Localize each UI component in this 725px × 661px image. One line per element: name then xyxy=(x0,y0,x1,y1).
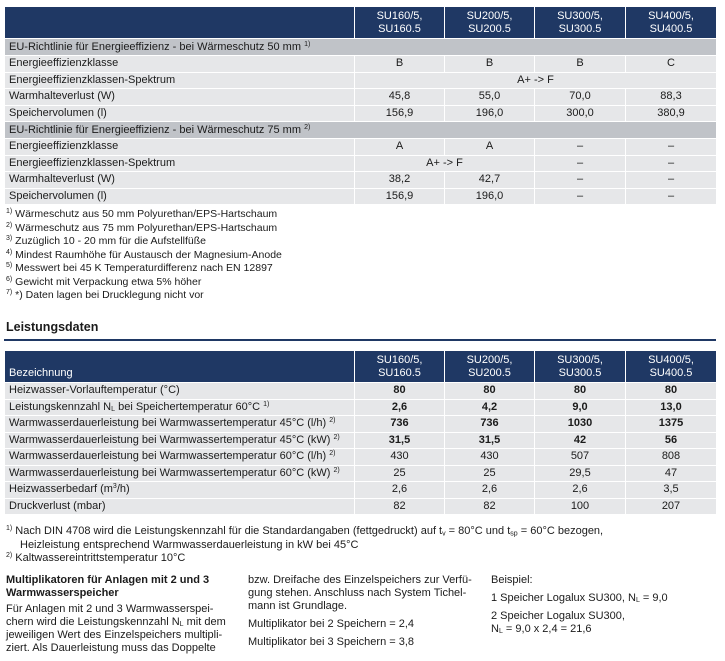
label-part: Heizwasserbedarf (m xyxy=(9,483,113,496)
section-row-50mm xyxy=(5,39,717,56)
header-line: SU160/5, xyxy=(376,9,423,22)
body-text-line xyxy=(6,616,236,629)
header-line: SU300/5, xyxy=(557,9,603,22)
table-row xyxy=(5,416,717,433)
cell-value: 300,0 xyxy=(535,105,626,122)
cell-value: – xyxy=(626,155,717,172)
cell-value: 2,6 xyxy=(445,482,535,499)
cell-value: 1375 xyxy=(626,416,717,433)
footnote-number: 3) xyxy=(6,235,13,242)
energy-efficiency-table xyxy=(4,6,717,205)
footnote-text: Wärmeschutz aus 75 mm Polyurethan/EPS-Hartschaum xyxy=(15,221,278,234)
footnote xyxy=(6,235,282,249)
table-header-row xyxy=(5,351,717,383)
row-label: Speichervolumen (l) xyxy=(5,188,355,205)
cell-value: 207 xyxy=(626,498,717,515)
header-su200 xyxy=(445,351,535,383)
text-part: chern wird die Leistungskennzahl N xyxy=(6,616,180,628)
footnote-ref: 2) xyxy=(329,450,336,458)
table-row xyxy=(5,139,717,156)
text-part: N xyxy=(491,623,499,635)
footnote xyxy=(6,249,282,263)
cell-value: 156,9 xyxy=(355,105,445,122)
example-line: 2 Speicher Logalux SU300, xyxy=(491,610,625,622)
cell-value: 196,0 xyxy=(445,188,535,205)
row-label xyxy=(5,416,355,433)
cell-value: 2,6 xyxy=(535,482,626,499)
table-row xyxy=(5,188,717,205)
footnote-number: 2) xyxy=(6,552,13,559)
header-su160 xyxy=(355,7,445,39)
example-box xyxy=(491,574,716,636)
cell-value: 2,6 xyxy=(355,399,445,416)
cell-value: 4,2 xyxy=(445,399,535,416)
header-line: SU300/5, xyxy=(557,353,603,366)
footnote-text: *) Daten lagen bei Drucklegung nicht vor xyxy=(15,289,204,301)
table-row xyxy=(5,72,717,89)
cell-value: 430 xyxy=(445,449,535,466)
table-row xyxy=(5,432,717,449)
text-part: = 9,0 x 2,4 = 21,6 xyxy=(502,623,592,635)
row-label xyxy=(5,432,355,449)
body-text-line: Für Anlagen mit 2 und 3 Warmwasserspei- xyxy=(6,603,214,615)
header-label: Bezeichnung xyxy=(5,351,355,383)
cell-value: 808 xyxy=(626,449,717,466)
cell-value: 38,2 xyxy=(355,172,445,189)
row-label: Speichervolumen (l) xyxy=(5,105,355,122)
cell-value: 82 xyxy=(355,498,445,515)
cell-value: 3,5 xyxy=(626,482,717,499)
cell-value: 80 xyxy=(445,383,535,400)
cell-value: 45,8 xyxy=(355,89,445,106)
multiplier-values xyxy=(248,574,478,649)
multiplier-intro xyxy=(6,574,236,655)
footnote-number: 1) xyxy=(6,208,13,215)
row-label: Energieeffizienzklassen-Spektrum xyxy=(5,155,355,172)
body-text-line: mann ist Grundlage. xyxy=(248,600,348,612)
footnote-text: Mindest Raumhöhe für Austausch der Magnesium-Anode xyxy=(15,248,282,261)
row-label: Druckverlust (mbar) xyxy=(5,498,355,515)
header-line: SU300.5 xyxy=(558,22,602,35)
footnote-ref: 2) xyxy=(329,417,336,425)
row-label: Heizwasser-Vorlauftemperatur (°C) xyxy=(5,383,355,400)
footnote-text: = 60°C bezogen, xyxy=(517,525,604,537)
table-row xyxy=(5,465,717,482)
cell-value: 88,3 xyxy=(626,89,717,106)
cell-value: 55,0 xyxy=(445,89,535,106)
body-text-line: bzw. Dreifache des Einzelspeichers zur Verfü- xyxy=(248,574,472,586)
row-label: Warmhalteverlust (W) xyxy=(5,89,355,106)
header-line: SU200.5 xyxy=(468,22,511,35)
cell-value: 25 xyxy=(355,465,445,482)
label-part: Warmwasserdauerleistung bei Warmwassertemperatur 60°C (l/h) xyxy=(9,450,327,463)
table-row xyxy=(5,383,717,400)
section-title-text: EU-Richtlinie für Energieeffizienz - bei Wärmeschutz 50 mm xyxy=(9,40,302,53)
footnotes-performance xyxy=(6,525,603,566)
footnote-ref: 2) xyxy=(304,123,311,131)
header-su160 xyxy=(355,351,445,383)
footnote-ref: 1) xyxy=(304,40,311,48)
footnote-ref: 1) xyxy=(263,400,270,408)
text-part: 1 Speicher Logalux SU300, N xyxy=(491,592,636,604)
multiplier-2: Multiplikator bei 2 Speichern = 2,4 xyxy=(248,618,415,630)
cell-value: 736 xyxy=(355,416,445,433)
footnote-number: 5) xyxy=(6,262,13,269)
section-title xyxy=(5,122,717,139)
cell-value: 82 xyxy=(445,498,535,515)
cell-value: – xyxy=(535,139,626,156)
row-label xyxy=(5,482,355,499)
cell-value: 507 xyxy=(535,449,626,466)
cell-value: 42,7 xyxy=(445,172,535,189)
cell-value: A+ -> F xyxy=(355,155,535,172)
cell-value: 380,9 xyxy=(626,105,717,122)
footnote xyxy=(6,222,282,236)
cell-value: B xyxy=(445,56,535,73)
subscript: v xyxy=(442,530,446,538)
row-label xyxy=(5,449,355,466)
footnote-number: 1) xyxy=(6,525,13,532)
header-line: SU400.5 xyxy=(649,22,693,35)
cell-value: 80 xyxy=(535,383,626,400)
subscript: sp xyxy=(510,530,518,538)
cell-value: – xyxy=(626,139,717,156)
header-line: SU160.5 xyxy=(378,22,421,35)
table-row xyxy=(5,172,717,189)
subscript: L xyxy=(498,628,503,635)
cell-value: 430 xyxy=(355,449,445,466)
header-line: SU160/5, xyxy=(376,353,423,366)
cell-value: 31,5 xyxy=(445,432,535,449)
table-row xyxy=(5,399,717,416)
footnotes-list xyxy=(6,208,282,303)
example-line xyxy=(491,592,716,605)
footnote-text: Nach DIN 4708 wird die Leistungskennzahl für die Standardangaben (fettgedruckt) auf t xyxy=(15,525,443,537)
cell-value: C xyxy=(626,56,717,73)
row-label: Energieeffizienzklasse xyxy=(5,139,355,156)
cell-value: 13,0 xyxy=(626,399,717,416)
footnote-number: 6) xyxy=(6,275,13,283)
footnote-text: Zuzüglich 10 - 20 mm für die Aufstellfüße xyxy=(15,235,206,247)
table-row xyxy=(5,482,717,499)
label-part: Warmwasserdauerleistung bei Warmwassertemperatur 45°C (kW) xyxy=(9,433,331,446)
label-part: /h) xyxy=(116,483,130,496)
header-line: SU200/5, xyxy=(466,9,513,22)
footnote-text: Heizleistung entsprechend Warmwasserdauerleistung in kW bei 45°C xyxy=(20,538,359,551)
row-label: Energieeffizienzklassen-Spektrum xyxy=(5,72,355,89)
row-label: Warmhalteverlust (W) xyxy=(5,172,355,189)
label-part: Leistungskennzahl N xyxy=(9,400,112,413)
row-label xyxy=(5,465,355,482)
footnote-ref: 2) xyxy=(333,466,340,474)
footnote-text: Kaltwassereintrittstemperatur 10°C xyxy=(15,552,186,564)
footnote-text: Messwert bei 45 K Temperaturdifferenz nach EN 12897 xyxy=(15,262,273,274)
label-part: bei Speichertemperatur 60°C xyxy=(115,400,261,413)
row-label: Energieeffizienzklasse xyxy=(5,56,355,73)
example-title: Beispiel: xyxy=(491,574,533,586)
body-text-line: jeweiligen Wert des Einzelspeichers multipli- xyxy=(6,629,223,641)
cell-value: 9,0 xyxy=(535,399,626,416)
cell-value: – xyxy=(535,172,626,189)
footnote-number: 7) xyxy=(6,289,13,296)
section-title xyxy=(5,39,717,56)
cell-value: A+ -> F xyxy=(355,72,717,89)
cell-value: 42 xyxy=(535,432,626,449)
cell-value: 31,5 xyxy=(355,432,445,449)
cell-value: – xyxy=(626,188,717,205)
cell-value: 196,0 xyxy=(445,105,535,122)
cell-value: 736 xyxy=(445,416,535,433)
cell-value: – xyxy=(535,188,626,205)
cell-value: A xyxy=(445,139,535,156)
example-line xyxy=(491,623,716,636)
cell-value: 56 xyxy=(626,432,717,449)
cell-value: 70,0 xyxy=(535,89,626,106)
header-su300 xyxy=(535,351,626,383)
header-line: SU160.5 xyxy=(378,366,421,379)
header-line: SU200.5 xyxy=(468,366,511,379)
footnote xyxy=(6,525,603,539)
cell-value: 25 xyxy=(445,465,535,482)
cell-value: 80 xyxy=(626,383,717,400)
text-part: mit dem xyxy=(183,616,226,628)
header-su400 xyxy=(626,351,717,383)
section-divider xyxy=(4,339,716,341)
footnote xyxy=(6,208,282,222)
header-su400 xyxy=(626,7,717,39)
footnote xyxy=(6,552,603,566)
footnote xyxy=(6,262,282,276)
header-line: SU400/5, xyxy=(648,9,694,22)
performance-table xyxy=(4,350,717,515)
footnote-number: 2) xyxy=(6,221,13,229)
table-row xyxy=(5,155,717,172)
table-row xyxy=(5,498,717,515)
subscript: L xyxy=(111,405,116,413)
cell-value: – xyxy=(626,172,717,189)
table-row xyxy=(5,105,717,122)
text-part: = 9,0 xyxy=(639,592,668,604)
subscript: L xyxy=(635,597,640,604)
header-line: SU400/5, xyxy=(648,353,694,366)
cell-value: – xyxy=(535,155,626,172)
footnote-number: 4) xyxy=(6,248,13,256)
cell-value: B xyxy=(355,56,445,73)
table-row xyxy=(5,89,717,106)
footnote-text: Gewicht mit Verpackung etwa 5% höher xyxy=(15,275,202,288)
footnote-ref: 2) xyxy=(333,433,340,441)
header-su300 xyxy=(535,7,626,39)
header-su200 xyxy=(445,7,535,39)
body-text-line: ziert. Als Dauerleistung muss das Doppelte xyxy=(6,642,216,654)
label-part: Warmwasserdauerleistung bei Warmwassertemperatur 45°C (l/h) xyxy=(9,417,327,430)
column-heading: Multiplikatoren für Anlagen mit 2 und 3 Warmwasserspeicher xyxy=(6,574,210,599)
header-line: SU200/5, xyxy=(466,353,513,366)
header-line: SU400.5 xyxy=(649,366,693,379)
multiplier-3: Multiplikator bei 3 Speichern = 3,8 xyxy=(248,636,415,648)
cell-value: 2,6 xyxy=(355,482,445,499)
footnote-text: Wärmeschutz aus 50 mm Polyurethan/EPS-Hartschaum xyxy=(15,208,278,220)
row-label xyxy=(5,399,355,416)
footnote xyxy=(6,276,282,290)
table-row xyxy=(5,449,717,466)
cell-value: 156,9 xyxy=(355,188,445,205)
footnote-text: = 80°C und t xyxy=(445,525,511,537)
table-row xyxy=(5,56,717,73)
superscript: 3 xyxy=(112,483,117,491)
cell-value: 29,5 xyxy=(535,465,626,482)
cell-value: 1030 xyxy=(535,416,626,433)
cell-value: 47 xyxy=(626,465,717,482)
header-line: SU300.5 xyxy=(558,366,602,379)
footnote-continuation xyxy=(6,539,603,553)
label-part: Warmwasserdauerleistung bei Warmwassertemperatur 60°C (kW) xyxy=(9,466,331,479)
footnote xyxy=(6,289,282,303)
cell-value: B xyxy=(535,56,626,73)
section-row-75mm xyxy=(5,122,717,139)
cell-value: A xyxy=(355,139,445,156)
cell-value: 100 xyxy=(535,498,626,515)
section-title-text: EU-Richtlinie für Energieeffizienz - bei Wärmeschutz 75 mm xyxy=(9,123,302,136)
table-header-row xyxy=(5,7,717,39)
subscript: L xyxy=(179,621,184,628)
header-empty-cell xyxy=(5,7,355,39)
cell-value: 80 xyxy=(355,383,445,400)
body-text-line: gung stehen. Anschluss nach System Tichel- xyxy=(248,587,467,599)
section-heading: Leistungsdaten xyxy=(6,320,99,334)
